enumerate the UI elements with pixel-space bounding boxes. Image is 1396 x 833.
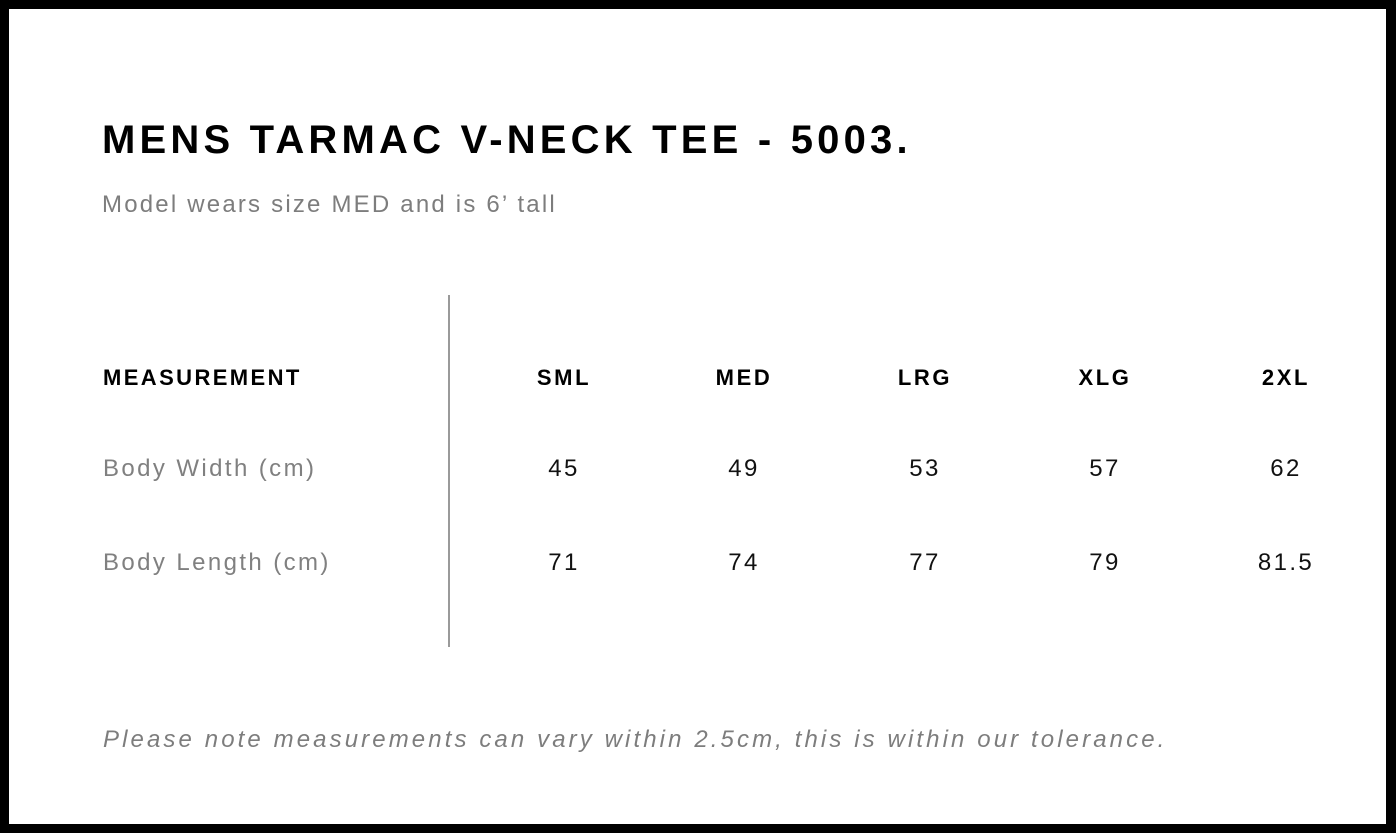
body-width-label: Body Width (cm) bbox=[103, 455, 317, 482]
body-length-sml: 71 bbox=[548, 549, 580, 576]
size-header-xlg: XLG bbox=[1078, 365, 1132, 390]
body-width-xlg: 57 bbox=[1089, 455, 1121, 482]
size-header-2xl: 2XL bbox=[1261, 365, 1311, 390]
measurement-header: MEASUREMENT bbox=[103, 365, 302, 390]
size-header-lrg: LRG bbox=[897, 365, 953, 390]
body-width-med: 49 bbox=[728, 455, 760, 482]
size-header-med: MED bbox=[715, 365, 773, 390]
body-width-2xl: 62 bbox=[1270, 455, 1302, 482]
body-length-label: Body Length (cm) bbox=[103, 549, 331, 576]
body-length-xlg: 79 bbox=[1089, 549, 1121, 576]
column-divider bbox=[448, 295, 450, 647]
body-length-med: 74 bbox=[728, 549, 760, 576]
tolerance-note: Please note measurements can vary within 2.5cm, this is within our tolerance. bbox=[103, 726, 1168, 753]
body-width-sml: 45 bbox=[548, 455, 580, 482]
size-header-sml: SML bbox=[536, 365, 592, 390]
model-size-info: Model wears size MED and is 6’ tall bbox=[102, 191, 557, 218]
body-width-lrg: 53 bbox=[909, 455, 941, 482]
product-title: MENS TARMAC V-NECK TEE - 5003. bbox=[102, 118, 912, 162]
body-length-2xl: 81.5 bbox=[1257, 549, 1315, 576]
body-length-lrg: 77 bbox=[909, 549, 941, 576]
